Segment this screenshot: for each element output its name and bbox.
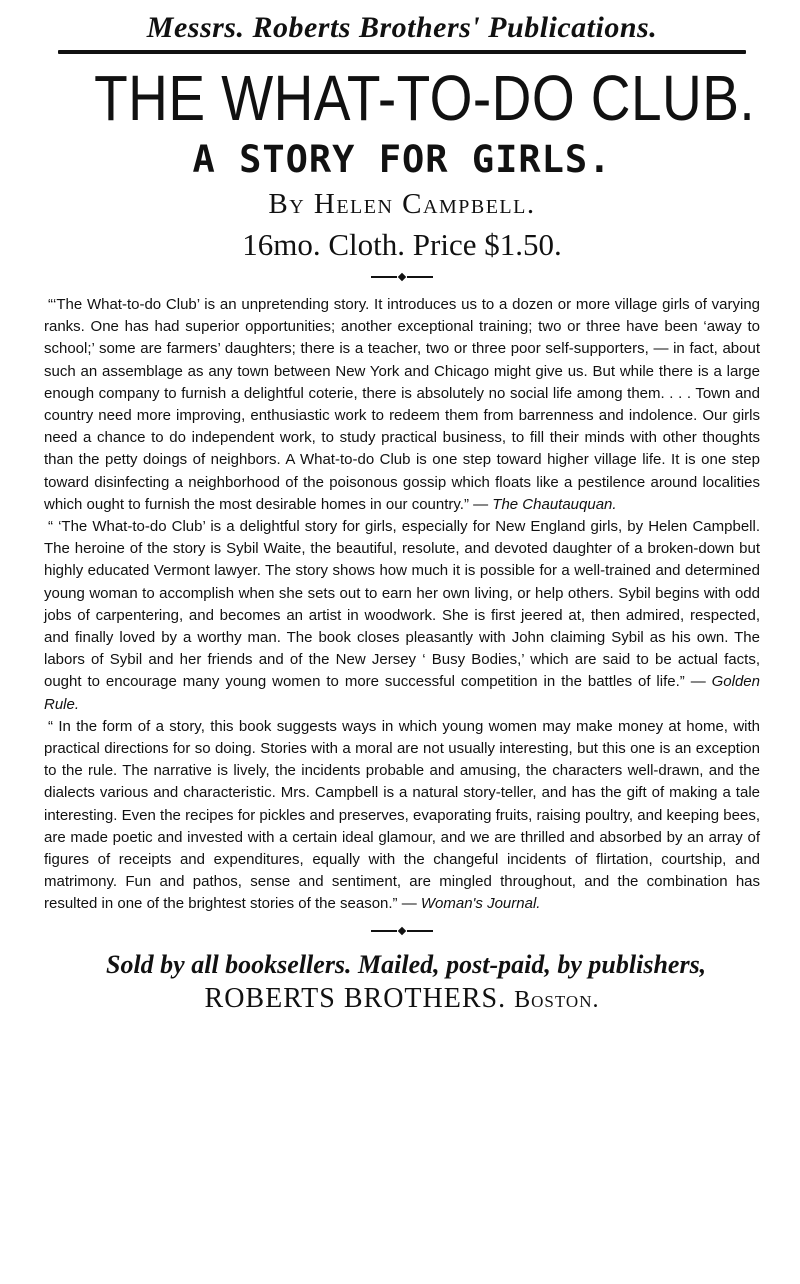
running-head: Messrs. Roberts Brothers' Publications. [146,11,658,44]
review-paragraph [44,294,760,516]
review-quotes [44,294,760,916]
review-text: “‘The What-to-do Club’ is an unpretending story. It introduces us to a dozen or more village girls of varying ranks. One has had superior opportunities; another exceptional training; two or three have been ‘away to school;’ some are farmers’ daughters; there is a teacher, two or three poor self-supporters, — in fact, about such an assemblage as any town between New York and Chicago might give us. But while there is a large enough company to furnish a delightful coterie, there is absolutely no social life among them. . . . Town and country need more improving, enthusiastic work to redeem them from barrenness and indolence. Our girls need a chance to do independent work, to study practical business, to fill their minds with other thoughts than the petty doings of neighbors. A What-to-do Club is one step toward higher village life. It is one step toward disinfecting a neighborhood of the poisonous gossip which floats like a pestilence around localities which ought to furnish the most desirable homes in our country.” — [44,296,760,513]
book-title: THE WHAT-TO-DO CLUB. [94,62,756,134]
review-source: Woman's Journal. [420,895,541,913]
sold-by-line: Sold by all booksellers. Mailed, post-paid, by publishers, [106,949,707,979]
review-paragraph [44,516,760,716]
review-source: Golden Rule. [44,673,760,713]
book-subtitle: A STORY FOR GIRLS. [192,138,612,181]
review-paragraph [44,716,760,916]
format-and-price: 16mo. Cloth. Price $1.50. [242,227,562,262]
advertisement-page [44,8,760,1017]
publisher-name: ROBERTS BROTHERS. [204,982,507,1014]
review-source: The Chautauquan. [492,495,617,513]
ornament-divider-bottom [44,920,760,942]
review-text: “ ‘The What-to-do Club’ is a delightful story for girls, especially for New England girls, by Helen Campbell. The heroine of the story is Sybil Waite, the beautiful, resolute, and devoted daughter of a broken-down but highly educated Vermont lawyer. The story shows how much it is possible for a well-trained and determined young woman to accomplish when she sets out to earn her own living, or help others. Sybil begins with odd jobs of carpentering, and becomes an artist in woodwork. She is first jeered at, then admired, respected, and finally loved by a worthy man. The book closes pleasantly with John claiming Sybil as his own. The labors of Sybil and her friends and of the New Jersey ‘ Busy Bodies,’ which are said to be actual facts, ought to encourage many young women to more successful competition in the battles of life.” — [44,518,760,691]
review-text: “ In the form of a story, this book suggests ways in which young women may make money at home, with practical directions for so doing. Stories with a moral are not usually interesting, but this one is an exception to the rule. The narrative is lively, the incidents probable and amusing, the characters well-drawn, and the dialects various and characteristic. Mrs. Campbell is a natural story-teller, and has the gift of making a tale interesting. Even the recipes for pickles and preserves, evaporating fruits, raising poultry, and keeping bees, are made poetic and invested with a certain ideal glamour, and we are thrilled and absorbed by an array of figures of receipts and expenditures, equally with the changeful incidents of flirtation, courtship, and matrimony. Fun and pathos, sense and sentiment, are mingled throughout, and the combination has resulted in one of the brightest stories of the season.” — [44,717,760,913]
author-byline: By Helen Campbell. [268,188,536,220]
ornament-divider-top [44,266,760,288]
header-rule [58,50,746,54]
publisher-city: Boston. [514,986,600,1013]
publisher-imprint [44,982,760,1017]
